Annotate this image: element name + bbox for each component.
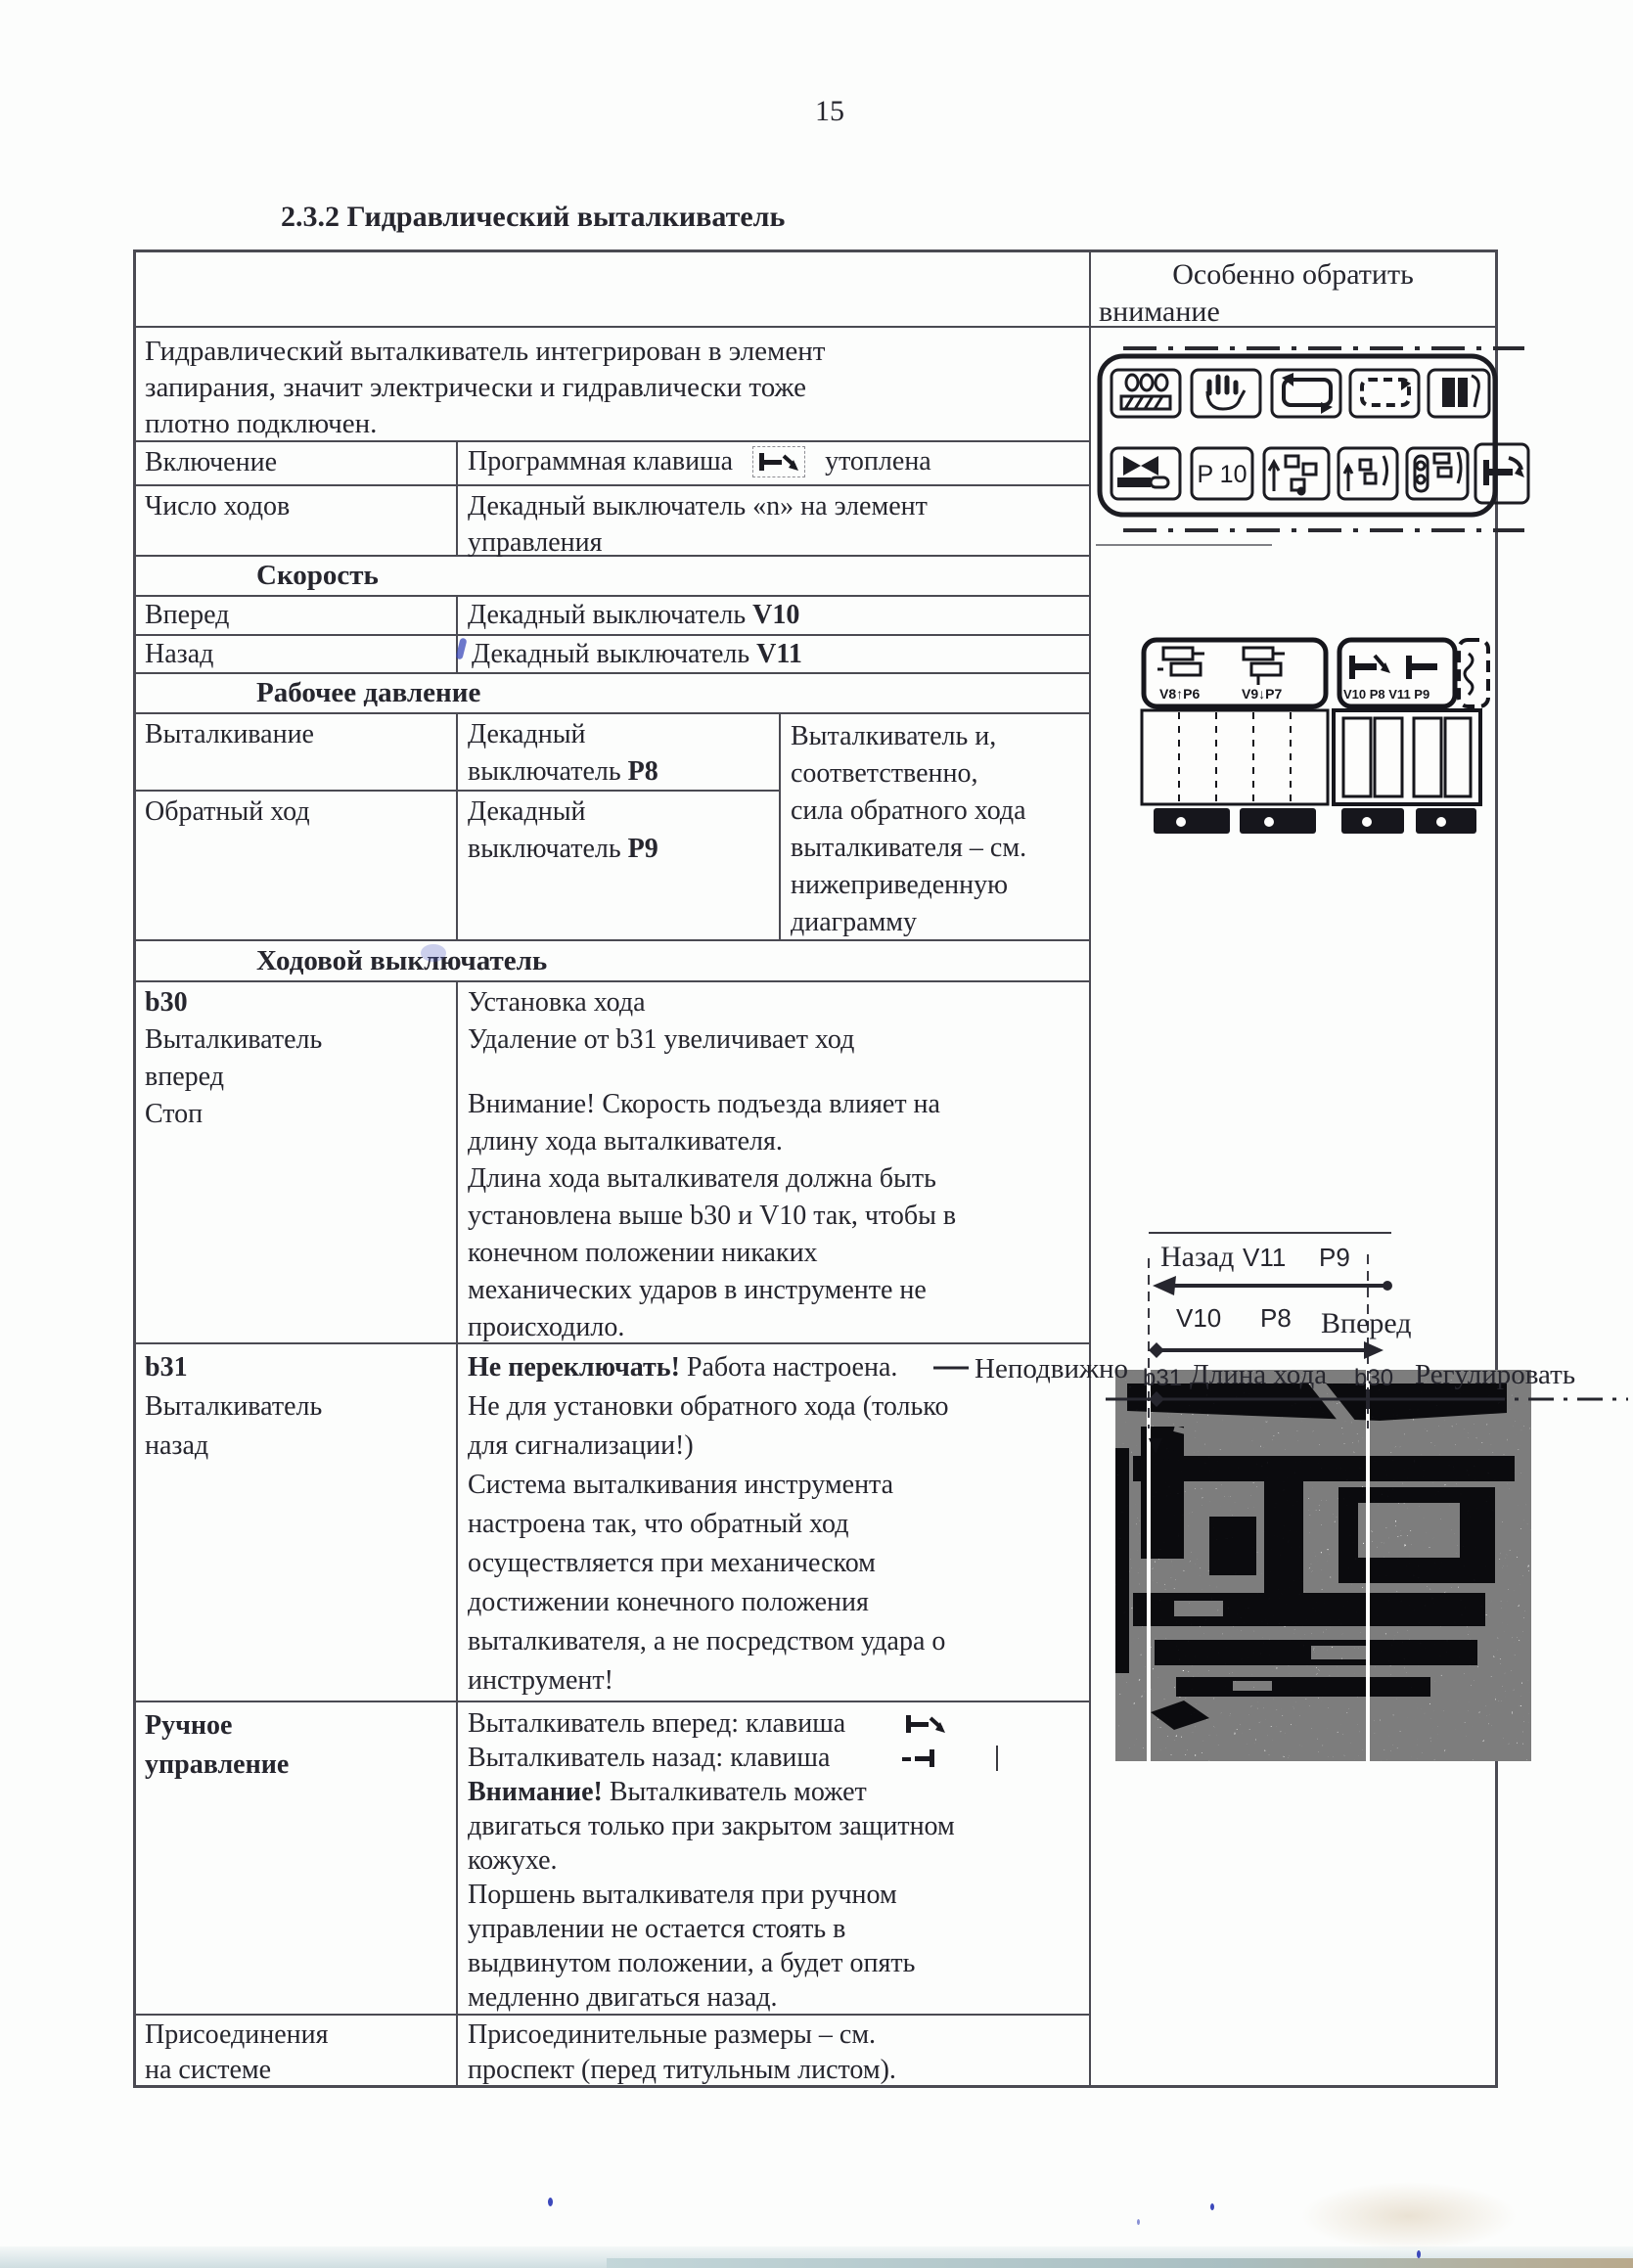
value-text: Выталкиватель вперед: клавиша — [468, 1708, 846, 1739]
row-value-obratny — [468, 794, 658, 868]
text-line: Длина хода выталкивателя должна быть — [468, 1163, 936, 1194]
pen-speck — [1137, 2219, 1140, 2225]
text-line: Выталкиватель и, — [791, 721, 997, 751]
text-line: нижеприведенную — [791, 870, 1009, 900]
row-label-b31 — [145, 1348, 322, 1466]
switch-code: P9 — [627, 834, 658, 864]
header-note — [1091, 256, 1495, 331]
text-line: b30 — [145, 987, 188, 1018]
value-paragraph — [468, 1387, 948, 1701]
text-line: Удаление от b31 увеличивает ход — [468, 1024, 855, 1055]
value-text: Выталкиватель назад: клавиша — [468, 1743, 831, 1773]
diagram-label-vpered: Вперед — [1321, 1307, 1412, 1339]
row-label-nazad: Назад — [145, 639, 214, 669]
ejector-back-icon — [900, 1744, 943, 1773]
text-line: соответственно, — [791, 758, 978, 789]
scan-artifact-bar — [996, 1746, 998, 1771]
row-value-vytalkivanie — [468, 716, 658, 791]
page-number: 15 — [815, 95, 844, 127]
pen-speck — [1417, 2250, 1421, 2258]
value-paragraph — [468, 1809, 998, 2015]
value-text: Декадный — [468, 719, 586, 749]
diagram-label-p9: P9 — [1319, 1243, 1350, 1272]
warning-text: Внимание! — [468, 1777, 603, 1807]
text-line: выталкивателя, а не посредством удара о — [468, 1626, 946, 1656]
text-line: управление — [145, 1749, 290, 1780]
text-line — [468, 1059, 956, 1086]
decade-switch-modules-image — [1140, 634, 1492, 835]
text-line: кожухе. — [468, 1845, 558, 1876]
row-label-vklyuchenie: Включение — [145, 447, 278, 477]
text-line: Присоединения — [145, 2019, 329, 2050]
text-line: выталкивателя – см. — [791, 833, 1027, 863]
ejector-forward-icon — [757, 447, 800, 476]
text-line: Стоп — [145, 1099, 204, 1129]
row-label-b30 — [145, 984, 322, 1133]
value-text: Работа настроена. — [679, 1352, 898, 1383]
text-line: Установка хода — [468, 987, 646, 1018]
diagram-label-p8: P8 — [1260, 1303, 1292, 1333]
ejector-forward-key — [752, 446, 805, 477]
text-line: Гидравлический выталкиватель интегрирован в элемент — [145, 336, 826, 367]
text-line: настроена так, что обратный ход — [468, 1509, 849, 1539]
p10-key-label: P 10 — [1197, 461, 1247, 488]
pen-speck — [1210, 2203, 1214, 2210]
module-label: V10 P8 V11 P9 — [1343, 687, 1430, 702]
diagram-label-dlina: Длина хода — [1190, 1359, 1328, 1390]
text-line: Не для установки обратного хода (только — [468, 1391, 949, 1422]
intro-text — [145, 334, 825, 442]
value-text: Декадный — [468, 796, 586, 827]
ink-smudge — [421, 944, 446, 962]
text-line: для сигнализации!) — [468, 1430, 694, 1461]
warning-text: Не переключать! — [468, 1352, 680, 1383]
diagram-label-b30: b30 — [1354, 1365, 1394, 1391]
text-line: на системе — [145, 2055, 272, 2085]
switch-code: V11 — [756, 639, 802, 669]
text-line: механических ударов в инструменте не — [468, 1275, 927, 1305]
diagram-label-v11: V11 — [1243, 1243, 1287, 1272]
section-title: 2.3.2 Гидравлический выталкиватель — [281, 201, 786, 233]
value-text: Декадный выключатель — [472, 639, 757, 669]
text-line: установлена выше b30 и V10 так, чтобы в — [468, 1201, 957, 1231]
text-line: Выталкиватель — [145, 1024, 323, 1055]
row-value-b30 — [468, 984, 956, 1346]
row-label-obratny: Обратный ход — [145, 796, 310, 827]
module-label: V9↓P7 — [1242, 686, 1283, 702]
diagram-label-b31: b31 — [1143, 1365, 1183, 1391]
text-line: достижении конечного положения — [468, 1587, 869, 1617]
row-label-vytalkivanie: Выталкивание — [145, 719, 314, 749]
text-line: выдвинутом положении, а будет опять — [468, 1948, 916, 1978]
text-line: Присоединительные размеры – см. — [468, 2019, 877, 2050]
text-line: Система выталкивания инструмента — [468, 1470, 894, 1500]
text-line: проспект (перед титульным листом). — [468, 2055, 896, 2085]
davlenie-note — [791, 718, 1026, 941]
row-value-prisoed — [468, 2018, 896, 2088]
text-line: Внимание! Скорость подъезда влияет на — [468, 1089, 940, 1119]
module-label: V8↑P6 — [1159, 686, 1201, 702]
text-line: управления — [468, 527, 603, 558]
row-value-ruchnoe — [468, 1706, 998, 2015]
row-label-ruchnoe — [145, 1706, 289, 1785]
value-text: Программная клавиша — [468, 446, 734, 476]
value-text: Декадный выключатель — [468, 600, 753, 630]
paper-stain — [1301, 2182, 1517, 2250]
section-davlenie: Рабочее давление — [256, 677, 481, 708]
text-line: диаграмму — [791, 907, 918, 937]
row-label-vpered: Вперед — [145, 600, 230, 630]
text-line: Ручное — [145, 1710, 233, 1741]
diagram-label-v10: V10 — [1176, 1303, 1222, 1333]
value-text: выключатель — [468, 756, 628, 787]
value-text: утоплена — [825, 446, 931, 476]
diagram-label-nepodvizhno: Неподвижно — [975, 1353, 1129, 1384]
diagram-label-regulirovat: Регулировать — [1415, 1359, 1576, 1390]
text-line: вперед — [145, 1062, 224, 1092]
text-line: Декадный выключатель «n» на элемент — [468, 491, 928, 522]
ejector-forward-icon — [904, 1709, 947, 1739]
text-line: плотно подключен. — [145, 408, 378, 439]
text-line: осуществляется при механическом — [468, 1548, 876, 1578]
pen-speck — [548, 2198, 553, 2206]
row-label-prisoed — [145, 2018, 329, 2088]
row-value-vklyuchenie — [468, 440, 931, 483]
scan-artifact-line — [1096, 544, 1272, 546]
row-value-vpered — [468, 597, 799, 634]
section-skorost: Скорость — [256, 560, 379, 591]
header-note-line1: Особенно обратить — [1172, 258, 1414, 291]
row-value-nazad — [472, 636, 802, 673]
scan-edge-shadow — [607, 2258, 1633, 2268]
text-line: медленно двигаться назад. — [468, 1982, 778, 2013]
row-value-chislo — [468, 488, 928, 561]
text-line: двигаться только при закрытом защитном — [468, 1811, 955, 1841]
row-value-b31 — [468, 1348, 948, 1701]
stroke-length-diagram — [931, 1225, 1633, 1430]
control-keypad-image — [1094, 342, 1530, 538]
header-note-line2: внимание — [1099, 295, 1220, 328]
text-line: длину хода выталкивателя. — [468, 1126, 783, 1157]
diagram-label-nazad: Назад — [1160, 1241, 1235, 1273]
text-line: Поршень выталкивателя при ручном — [468, 1880, 897, 1910]
row-label-chislo: Число ходов — [145, 491, 291, 522]
text-line: b31 — [145, 1352, 188, 1383]
switch-code: P8 — [627, 756, 658, 787]
text-line: конечном положении никаких — [468, 1238, 818, 1268]
section-khodovoy: Ходовой выключатель — [256, 945, 548, 976]
text-line: назад — [145, 1430, 209, 1461]
value-text: Выталкиватель может — [602, 1777, 867, 1807]
value-text: выключатель — [468, 834, 628, 864]
text-line: инструмент! — [468, 1665, 613, 1696]
text-line: сила обратного хода — [791, 795, 1026, 826]
switch-code: V10 — [752, 600, 800, 630]
text-line: запирания, значит электрически и гидравлически тоже — [145, 372, 806, 403]
text-line: управлении не остается стоять в — [468, 1914, 846, 1944]
text-line: Выталкиватель — [145, 1391, 323, 1422]
text-line: происходило. — [468, 1312, 625, 1342]
